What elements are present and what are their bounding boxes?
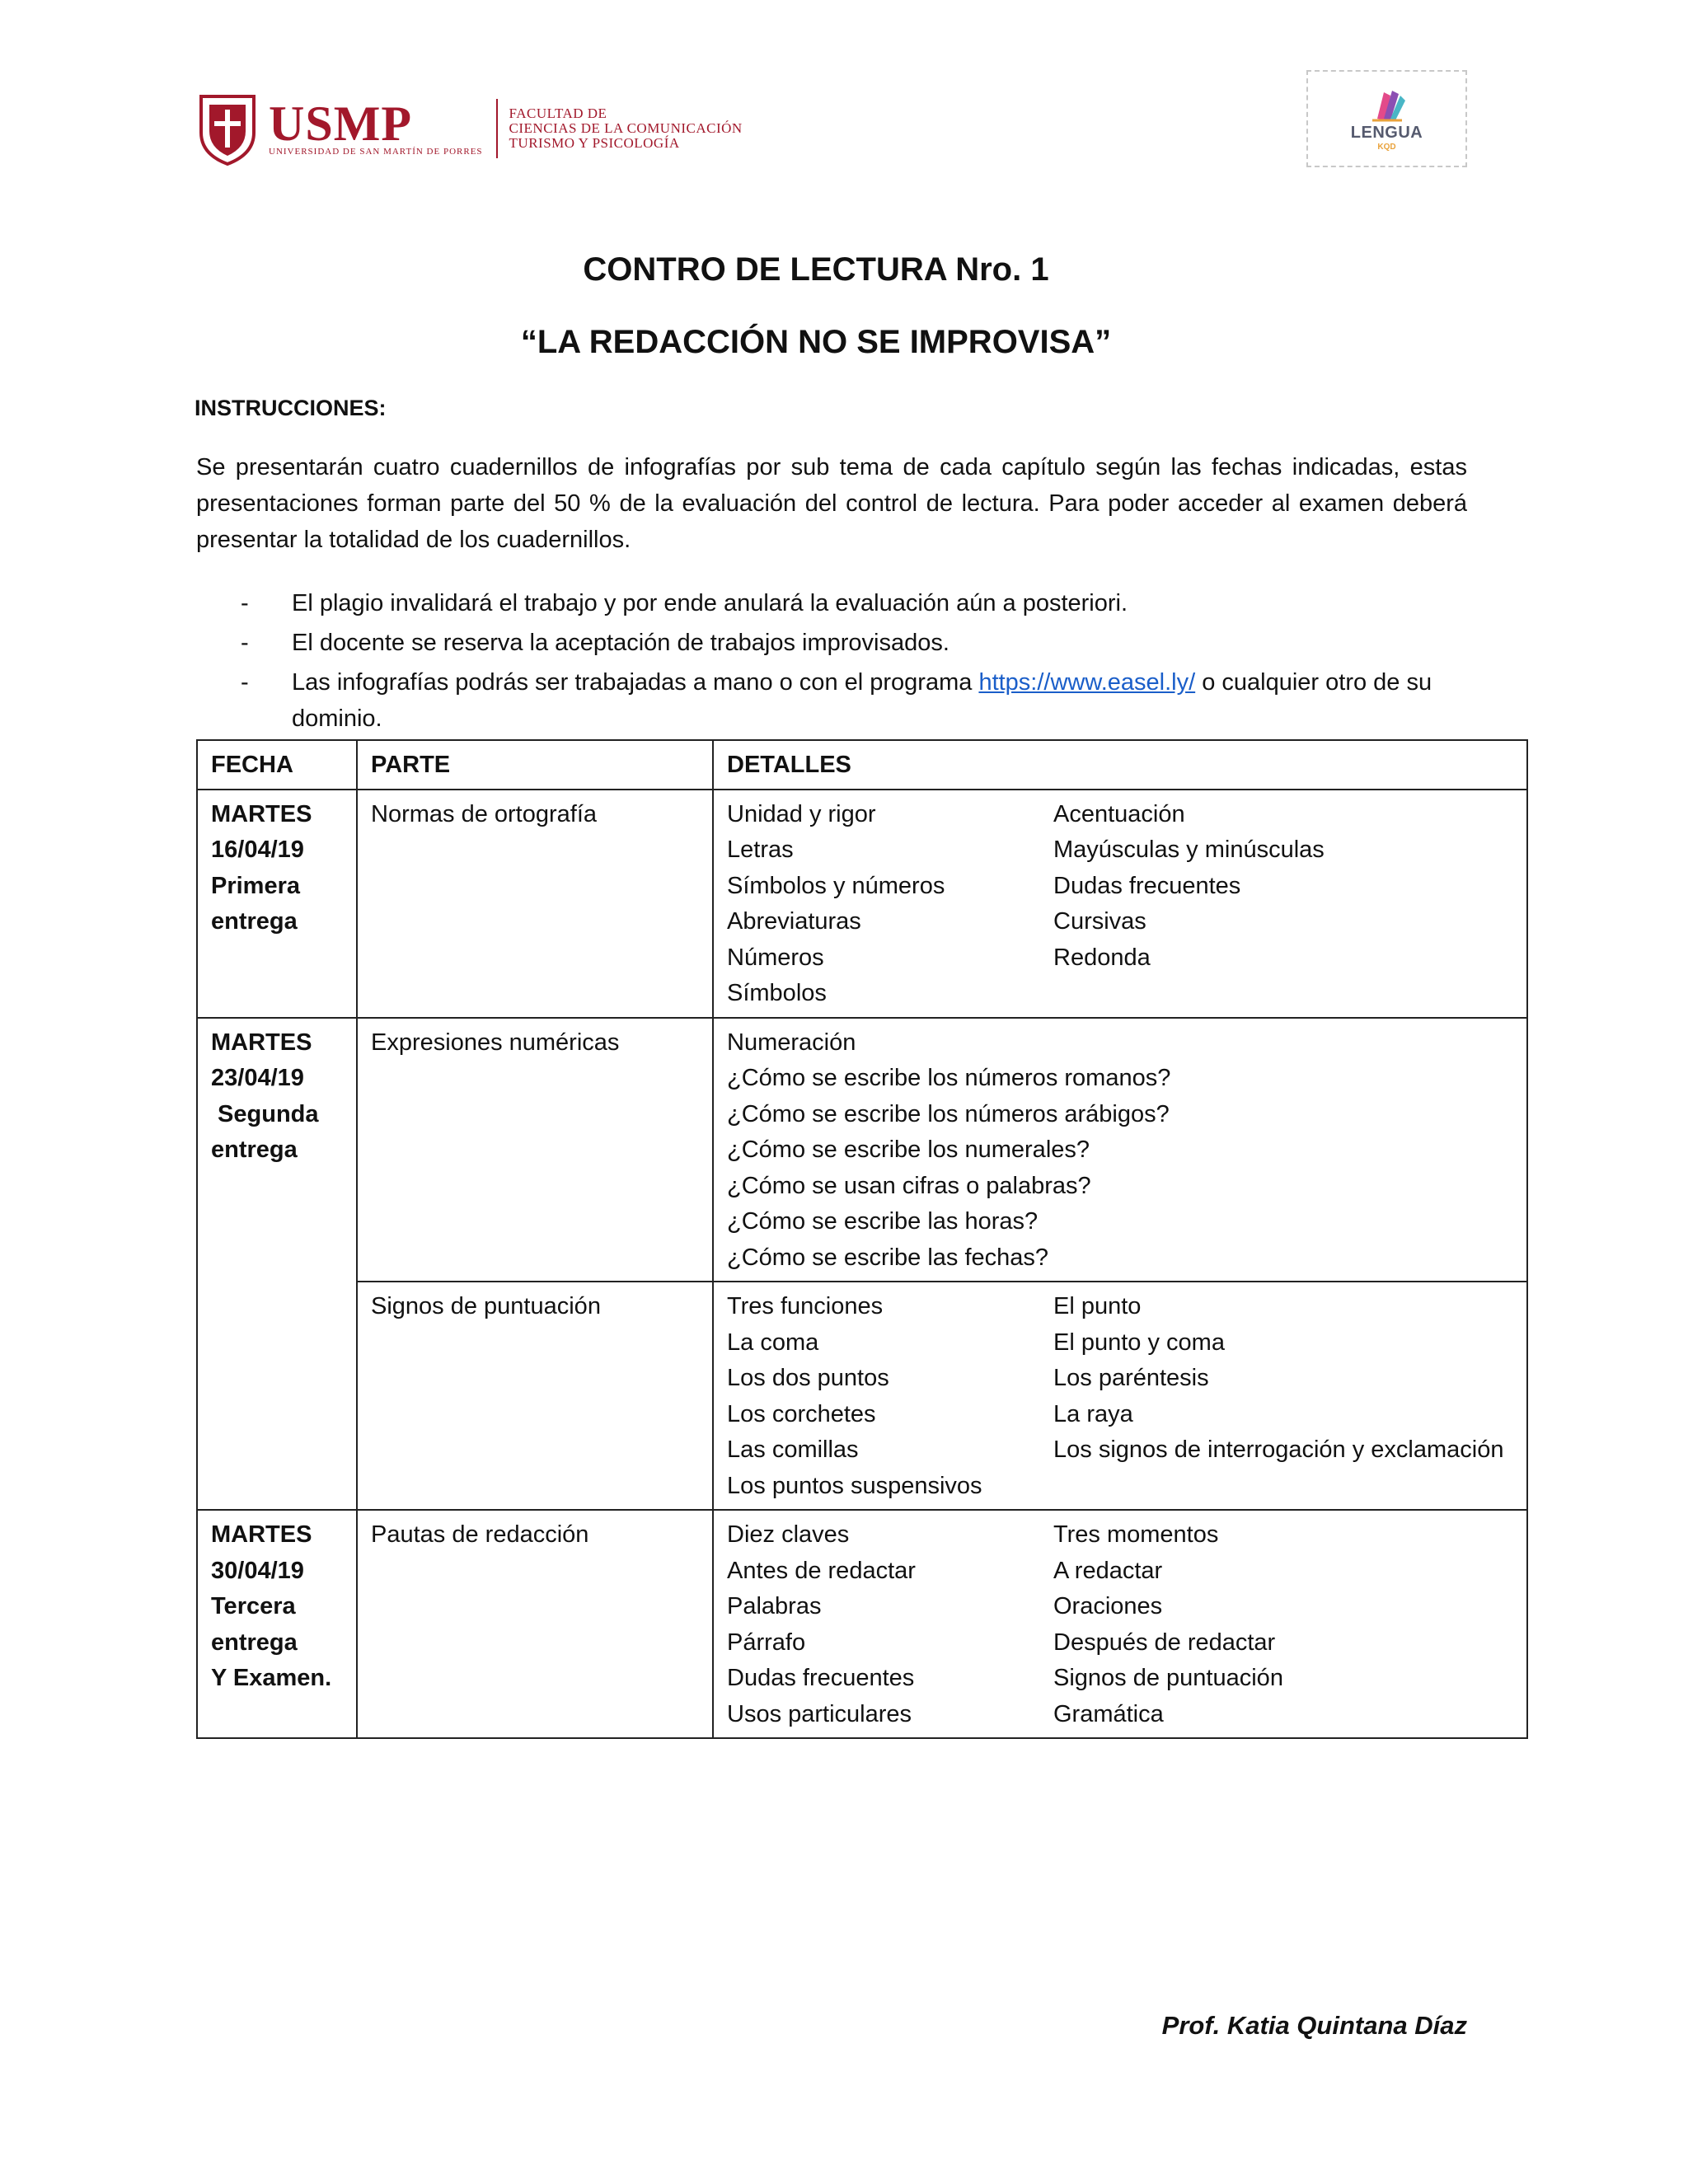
- usmp-name: USMP: [269, 96, 412, 151]
- easel-link[interactable]: https://www.easel.ly/: [978, 669, 1196, 696]
- books-icon: [1362, 86, 1412, 122]
- logo-divider: [496, 99, 498, 158]
- faculty-name: FACULTAD DE CIENCIAS DE LA COMUNICACIÓN TURISMO Y PSICOLOGÍA: [509, 105, 743, 151]
- detalles-cell: Diez claves Tres momentos Antes de redactar A redactar Palabras Oraciones Párrafo Después de redactar Dudas frecuentes Signos de puntuación Usos particulares Gramática: [713, 1510, 1527, 1738]
- list-item: - Las infografías podrás ser trabajadas a mano o con el programa https://www.easel.ly/ o cualquier otro de su dominio.: [241, 669, 1432, 732]
- detalles-cell: Numeración ¿Cómo se escribe los números romanos? ¿Cómo se escribe los números arábigos? ¿Cómo se escribe los numerales? ¿Cómo se usan cifras o palabras? ¿Cómo se escribe las horas? ¿Cómo se escribe las fechas?: [713, 1018, 1527, 1282]
- table-header-row: [197, 740, 1527, 790]
- parte-cell: Pautas de redacción: [357, 1510, 713, 1738]
- page-title: CONTRO DE LECTURA Nro. 1: [583, 251, 1049, 288]
- fecha-cell: MARTES 16/04/19 Primera entrega: [197, 790, 357, 1018]
- table-row: [197, 1510, 1527, 1738]
- usmp-crest-icon: [198, 91, 257, 166]
- parte-cell: Normas de ortografía: [357, 790, 713, 1018]
- lengua-logo: [1306, 70, 1467, 167]
- parte-cell: Signos de puntuación: [357, 1282, 713, 1510]
- fecha-cell: MARTES 23/04/19 Segunda entrega: [197, 1018, 357, 1511]
- lengua-word: LENGUA: [1350, 124, 1423, 142]
- list-item: - El plagio invalidará el trabajo y por ende anulará la evaluación aún a posteriori.: [241, 590, 1128, 616]
- list-item: - El docente se reserva la aceptación de trabajos improvisados.: [241, 630, 950, 656]
- instructions-label: INSTRUCCIONES:: [195, 396, 387, 420]
- page-subtitle: “LA REDACCIÓN NO SE IMPROVISA”: [520, 324, 1112, 360]
- lengua-sub: KQD: [1377, 143, 1396, 152]
- header-detalles: DETALLES: [713, 740, 1527, 790]
- usmp-university: UNIVERSIDAD DE SAN MARTÍN DE PORRES: [269, 146, 483, 157]
- parte-cell: Expresiones numéricas: [357, 1018, 713, 1282]
- table-row: [197, 1018, 1527, 1282]
- fecha-cell: MARTES 30/04/19 Tercera entrega Y Examen.: [197, 1510, 357, 1738]
- instructions-list: [241, 585, 1467, 740]
- schedule-table: [196, 739, 1528, 1739]
- detalles-cell: Unidad y rigor Acentuación Letras Mayúsculas y minúsculas Símbolos y números Dudas frecuentes Abreviaturas Cursivas Números Redonda Símbolos: [713, 790, 1527, 1018]
- header-parte: PARTE: [357, 740, 713, 790]
- signature: Prof. Katia Quintana Díaz: [1161, 2011, 1467, 2040]
- table-row: [197, 1282, 1527, 1510]
- table-row: [197, 790, 1527, 1018]
- detalles-cell: Tres funciones El punto La coma El punto y coma Los dos puntos Los paréntesis Los corchetes La raya Las comillas Los signos de interrogación y exclamación Los puntos suspensivos: [713, 1282, 1527, 1510]
- header-fecha: FECHA: [197, 740, 357, 790]
- intro-paragraph: Se presentarán cuatro cuadernillos de infografías por sub tema de cada capítulo según las fechas indicadas, estas presentaciones forman parte del 50 % de la evaluación del control de lectura. Para poder acceder al examen deberá presentar la totalidad de los cuadernillos.: [196, 454, 1467, 553]
- usmp-logo: [198, 89, 743, 168]
